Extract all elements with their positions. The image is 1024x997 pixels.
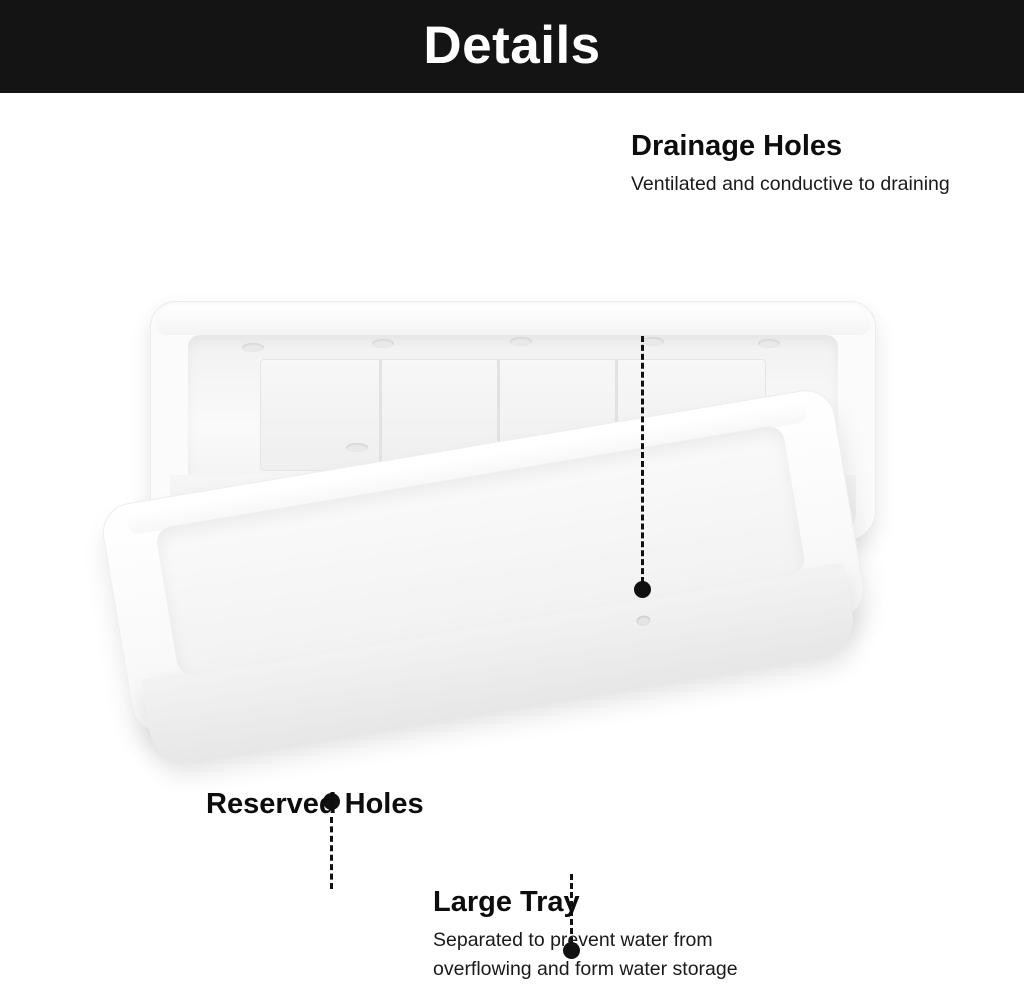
callout-reserved-holes bbox=[206, 788, 424, 821]
callout-large-tray bbox=[433, 886, 763, 983]
drainage-hole bbox=[510, 337, 532, 346]
drainage-hole bbox=[642, 337, 664, 346]
drainage-hole bbox=[242, 343, 264, 352]
callout-title: Drainage Holes bbox=[631, 130, 843, 162]
product-illustration bbox=[0, 93, 1024, 997]
drainage-hole bbox=[346, 443, 368, 452]
header-bar bbox=[0, 0, 1024, 93]
drainage-slot bbox=[379, 360, 382, 470]
callout-title: Large Tray bbox=[433, 886, 580, 918]
page-title: Details bbox=[423, 16, 601, 75]
callout-description: Ventilated and conductive to draining bbox=[631, 173, 950, 196]
leader-line-drainage bbox=[641, 336, 644, 583]
callout-drainage-holes bbox=[631, 130, 950, 199]
callout-description: Separated to prevent water from overflowing and form water storage bbox=[433, 929, 738, 980]
callout-title: Reserved Holes bbox=[206, 788, 424, 820]
upper-tray-rim bbox=[156, 305, 870, 335]
leader-line-reserved bbox=[330, 817, 333, 889]
marker-dot-drainage bbox=[634, 581, 651, 598]
drainage-hole bbox=[372, 339, 394, 348]
drainage-hole bbox=[758, 339, 780, 348]
